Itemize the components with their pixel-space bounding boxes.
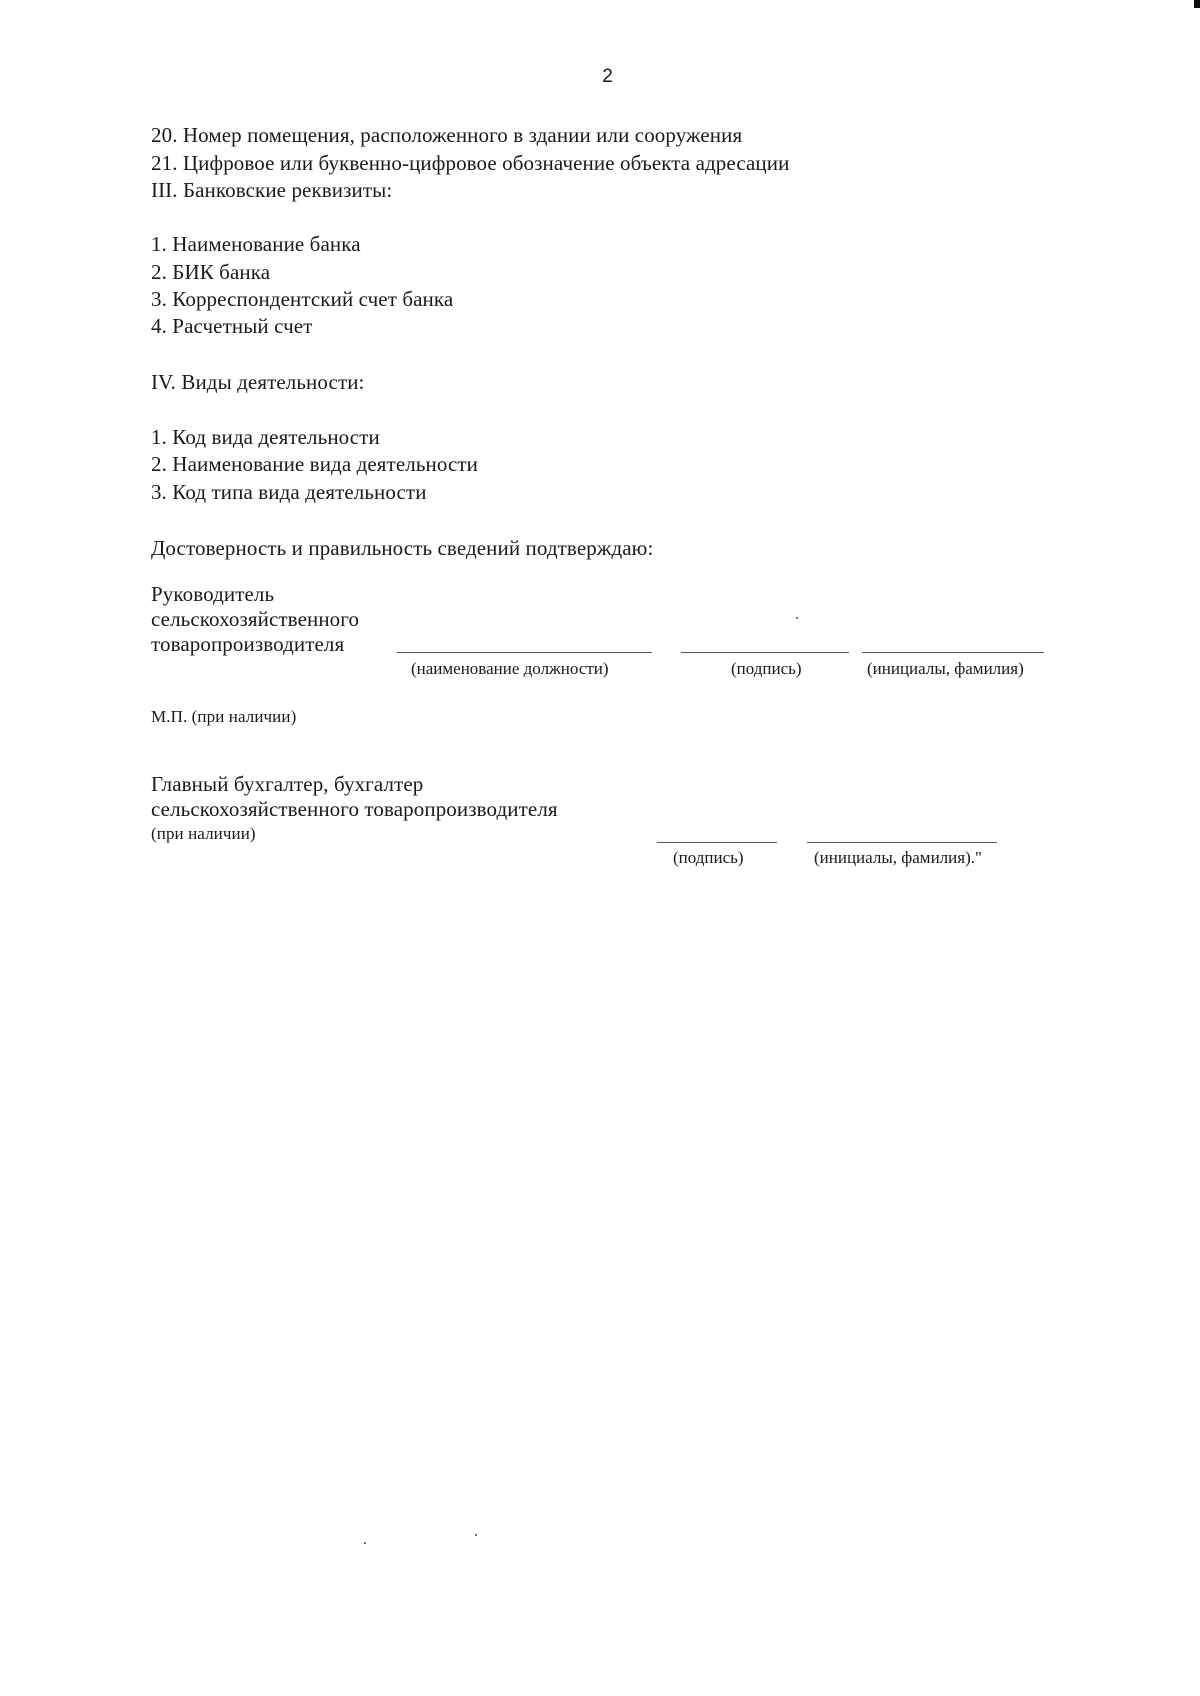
head-label-line: сельскохозяйственного (151, 607, 360, 631)
accountant-note: (при наличии) (151, 824, 256, 843)
head-label-line: товаропроизводителя (151, 632, 345, 656)
accountant-name-caption: (инициалы, фамилия)." (814, 848, 982, 867)
address-item-20: 20. Номер помещения, расположенного в здании или сооружения (151, 123, 743, 147)
position-line (397, 652, 652, 653)
bank-item: 1. Наименование банка (151, 232, 361, 256)
head-label-line: Руководитель (151, 582, 275, 606)
bank-section-heading: III. Банковские реквизиты: (151, 178, 393, 202)
activity-section-heading: IV. Виды деятельности: (151, 370, 365, 394)
signature-line (681, 652, 849, 653)
scan-edge-mark (1194, 0, 1200, 8)
activity-item: 3. Код типа вида деятельности (151, 480, 427, 504)
accountant-label-line: Главный бухгалтер, бухгалтер (151, 772, 424, 796)
scan-speck (475, 1534, 477, 1536)
accountant-name-line (807, 842, 997, 843)
accountant-label-line: сельскохозяйственного товаропроизводителя (151, 797, 558, 821)
bank-item: 4. Расчетный счет (151, 314, 313, 338)
name-line (862, 652, 1044, 653)
address-item-21: 21. Цифровое или буквенно-цифровое обозначение объекта адресации (151, 151, 790, 175)
scan-speck (364, 1542, 366, 1544)
accountant-signature-line (657, 842, 777, 843)
name-caption: (инициалы, фамилия) (867, 659, 1024, 678)
scan-speck (796, 617, 798, 619)
position-caption: (наименование должности) (411, 659, 609, 678)
activity-item: 2. Наименование вида деятельности (151, 452, 479, 476)
page-number: 2 (602, 66, 613, 87)
activity-item: 1. Код вида деятельности (151, 425, 380, 449)
confirmation-text: Достоверность и правильность сведений подтверждаю: (151, 536, 654, 560)
accountant-signature-caption: (подпись) (673, 848, 744, 867)
signature-caption: (подпись) (731, 659, 802, 678)
bank-item: 3. Корреспондентский счет банка (151, 287, 454, 311)
stamp-note: М.П. (при наличии) (151, 707, 297, 726)
bank-item: 2. БИК банка (151, 260, 271, 284)
